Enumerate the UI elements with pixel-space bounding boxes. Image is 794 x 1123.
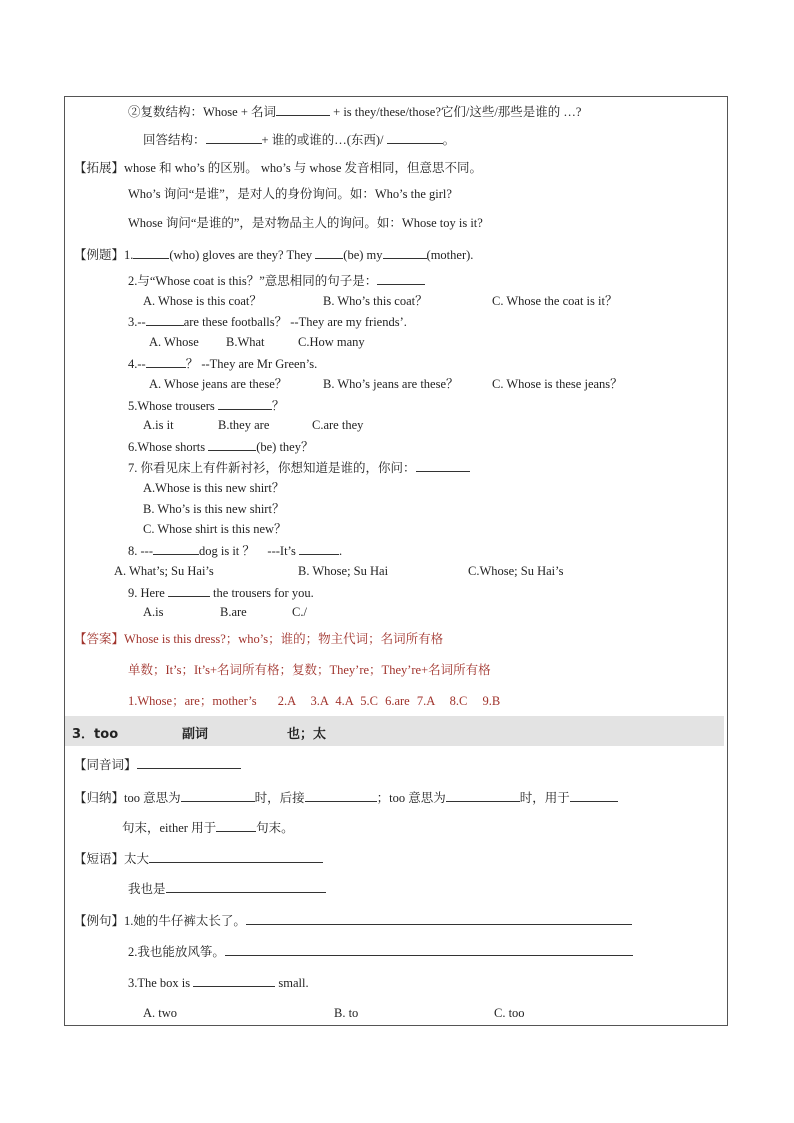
answer-text-1: Whose is this dress?；who’s；谁的；物主代词；名词所有格 <box>124 632 444 646</box>
sentence-line-2 <box>128 943 633 960</box>
blank[interactable] <box>146 355 186 368</box>
q4-option-a[interactable]: A. Whose jeans are these？ <box>149 377 288 391</box>
example-q5 <box>128 397 284 414</box>
blank[interactable] <box>387 131 443 144</box>
extension-line-1 <box>74 160 482 176</box>
q7-option-a[interactable]: A.Whose is this new shirt？ <box>143 481 285 495</box>
answer-structure-line <box>143 131 455 148</box>
blank[interactable] <box>315 246 343 259</box>
summary-text-e: 句末，either 用于 <box>122 821 217 835</box>
q4-option-b[interactable]: B. Who’s jeans are these？ <box>323 377 459 391</box>
q3-option-a[interactable]: A. Whose <box>149 335 199 349</box>
q2-option-b[interactable]: B. Who’s this coat？ <box>323 294 428 308</box>
q6-text: 6.Whose shorts <box>128 440 209 454</box>
example-tag: 【例题】 <box>74 247 125 262</box>
answer-structure-end: 。 <box>442 133 456 147</box>
plural-structure-line <box>128 103 581 120</box>
q4-text: ？ --They are Mr Green’s. <box>185 357 318 371</box>
section-number: 3．too <box>72 727 119 742</box>
answer-line-1 <box>74 631 443 647</box>
summary-text-f: 句末。 <box>256 821 294 835</box>
q5-option-c[interactable]: C.are they <box>312 418 364 432</box>
phrase-line-1 <box>74 850 323 867</box>
blank[interactable] <box>181 789 255 802</box>
q3-number: 3.-- <box>128 315 146 329</box>
q3-text: are these footballs？ --They are my friends’. <box>183 315 407 329</box>
blank[interactable] <box>446 789 520 802</box>
blank[interactable] <box>146 313 184 326</box>
summary-line <box>74 789 618 806</box>
q6-end: (be) they？ <box>256 440 314 454</box>
phrase-tag: 【短语】 <box>74 851 125 866</box>
phrase-me-too: 我也是 <box>128 882 166 896</box>
q1-text-2: (be) my <box>343 248 383 262</box>
answer-text-2: 单数；It’s；It’s+名词所有格；复数；They’re；They’re+名词所有格 <box>128 663 491 677</box>
q2-option-c[interactable]: C. Whose the coat is it？ <box>492 294 618 308</box>
answer-key-6: 6.are <box>385 694 410 708</box>
blank[interactable] <box>383 246 427 259</box>
q8-number: 8. --- <box>128 544 153 558</box>
section-part-of-speech: 副词 <box>182 727 209 742</box>
phrase-line-2 <box>128 880 326 897</box>
answer-key-line <box>128 693 500 709</box>
extension-text-1: whose 和 who’s 的区别。 who’s 与 whose 发音相同，但意思不同。 <box>124 161 482 175</box>
summary-text-c: ；too 意思为 <box>376 791 446 805</box>
q5-option-a[interactable]: A.is it <box>143 418 174 432</box>
sentence-line-1 <box>74 912 632 929</box>
example-q4 <box>128 355 317 372</box>
section-meaning: 也；太 <box>287 727 327 742</box>
answer-key-9: 9.B <box>482 694 501 708</box>
plural-structure-text: ②复数结构：Whose + 名词 <box>128 105 277 119</box>
extension-text-3: Whose 询问“是谁的”，是对物品主人的询问。如：Whose toy is it? <box>128 216 483 230</box>
q1-number: 1. <box>124 248 134 262</box>
s3-option-c[interactable]: C. too <box>494 1006 525 1020</box>
q5-text: 5.Whose trousers <box>128 399 218 413</box>
example-q9 <box>128 584 314 601</box>
section-header-band <box>65 716 724 746</box>
answer-key-8: 8.C <box>449 694 468 708</box>
answer-structure-label: 回答结构： <box>143 133 206 147</box>
q1-end: (mother). <box>426 248 474 262</box>
q9-end: the trousers for you. <box>209 586 314 600</box>
blank[interactable] <box>299 542 339 555</box>
summary-text-a: too 意思为 <box>124 791 181 805</box>
q3-option-b[interactable]: B.What <box>226 335 265 349</box>
blank[interactable] <box>206 131 262 144</box>
s3-option-b[interactable]: B. to <box>334 1006 359 1020</box>
example-q1 <box>74 246 473 263</box>
blank[interactable] <box>208 438 256 451</box>
q9-option-b[interactable]: B.are <box>220 605 247 619</box>
blank[interactable] <box>305 789 377 802</box>
sentence-3-end: small. <box>275 976 309 990</box>
example-q7 <box>128 459 470 476</box>
sentence-tag: 【例句】 <box>74 913 125 928</box>
answer-key-4: 4.A <box>335 694 354 708</box>
q9-option-c[interactable]: C./ <box>292 605 307 619</box>
blank[interactable] <box>133 246 169 259</box>
q3-option-c[interactable]: C.How many <box>298 335 365 349</box>
q1-text: (who) gloves are they? They <box>169 248 316 262</box>
homophone-line <box>74 756 241 773</box>
q9-option-a[interactable]: A.is <box>143 605 164 619</box>
answer-key-5: 5.C <box>360 694 378 708</box>
q7-option-c[interactable]: C. Whose shirt is this new？ <box>143 522 287 536</box>
example-q3 <box>128 313 407 330</box>
q7-option-b[interactable]: B. Who’s is this new shirt？ <box>143 502 285 516</box>
blank[interactable] <box>153 542 199 555</box>
q8-reply: ---It’s <box>267 544 300 558</box>
summary-text-d: 时，用于 <box>519 791 570 805</box>
blank[interactable] <box>276 103 330 116</box>
sentence-line-3 <box>128 974 309 991</box>
example-q6 <box>128 438 313 455</box>
sentence-1: 1.她的牛仔裤太长了。 <box>124 914 246 928</box>
extension-text-2: Who’s 询问“是谁”，是对人的身份询问。如：Who’s the girl? <box>128 187 452 201</box>
sentence-2: 2.我也能放风筝。 <box>128 945 225 959</box>
q8-option-c[interactable]: C.Whose; Su Hai’s <box>468 564 564 578</box>
answer-key-2: 2.A <box>277 694 296 708</box>
q5-end: ？ <box>271 399 285 413</box>
summary-text-b: 时，后接 <box>254 791 305 805</box>
q8-end: . <box>339 544 343 558</box>
extension-tag: 【拓展】 <box>74 160 125 175</box>
answer-structure-text: + 谁的或谁的…(东西)/ <box>261 133 387 147</box>
blank[interactable] <box>416 459 470 472</box>
sentence-3: 3.The box is <box>128 976 194 990</box>
q2-option-a[interactable]: A. Whose is this coat？ <box>143 294 262 308</box>
q7-text: 7. 你看见床上有件新衬衫，你想知道是谁的，你问： <box>128 461 416 475</box>
answer-key-7: 7.A <box>416 694 435 708</box>
q4-number: 4.-- <box>128 357 146 371</box>
summary-line-2 <box>122 819 294 836</box>
q4-option-c[interactable]: C. Whose is these jeans？ <box>492 377 623 391</box>
answer-key-3: 3.A <box>310 694 329 708</box>
plural-structure-tail: + is they/these/those?它们/这些/那些是谁的 …? <box>330 105 582 119</box>
q8-option-a[interactable]: A. What’s; Su Hai’s <box>114 564 214 578</box>
blank[interactable] <box>193 974 275 987</box>
q8-text: dog is it ？ <box>199 544 255 558</box>
answer-key-1: 1.Whose；are；mother’s <box>128 694 257 708</box>
blank[interactable] <box>166 880 326 893</box>
blank[interactable] <box>246 912 632 925</box>
example-q2 <box>128 272 425 289</box>
blank[interactable] <box>168 584 210 597</box>
homophone-tag: 【同音词】 <box>74 757 137 772</box>
blank[interactable] <box>218 397 272 410</box>
s3-option-a[interactable]: A. two <box>143 1006 178 1020</box>
q5-option-b[interactable]: B.they are <box>218 418 270 432</box>
phrase-too-big: 太大 <box>124 852 150 866</box>
blank[interactable] <box>216 819 256 832</box>
blank[interactable] <box>225 943 633 956</box>
blank[interactable] <box>377 272 425 285</box>
blank[interactable] <box>149 850 323 863</box>
q9-text: 9. Here <box>128 586 168 600</box>
blank[interactable] <box>570 789 618 802</box>
summary-tag: 【归纳】 <box>74 790 125 805</box>
q2-text: 2.与“Whose coat is this？”意思相同的句子是： <box>128 274 378 288</box>
example-q8 <box>128 542 342 559</box>
q8-option-b[interactable]: B. Whose; Su Hai <box>298 564 389 578</box>
answer-tag: 【答案】 <box>74 631 125 646</box>
homophone-blank[interactable] <box>137 756 241 769</box>
